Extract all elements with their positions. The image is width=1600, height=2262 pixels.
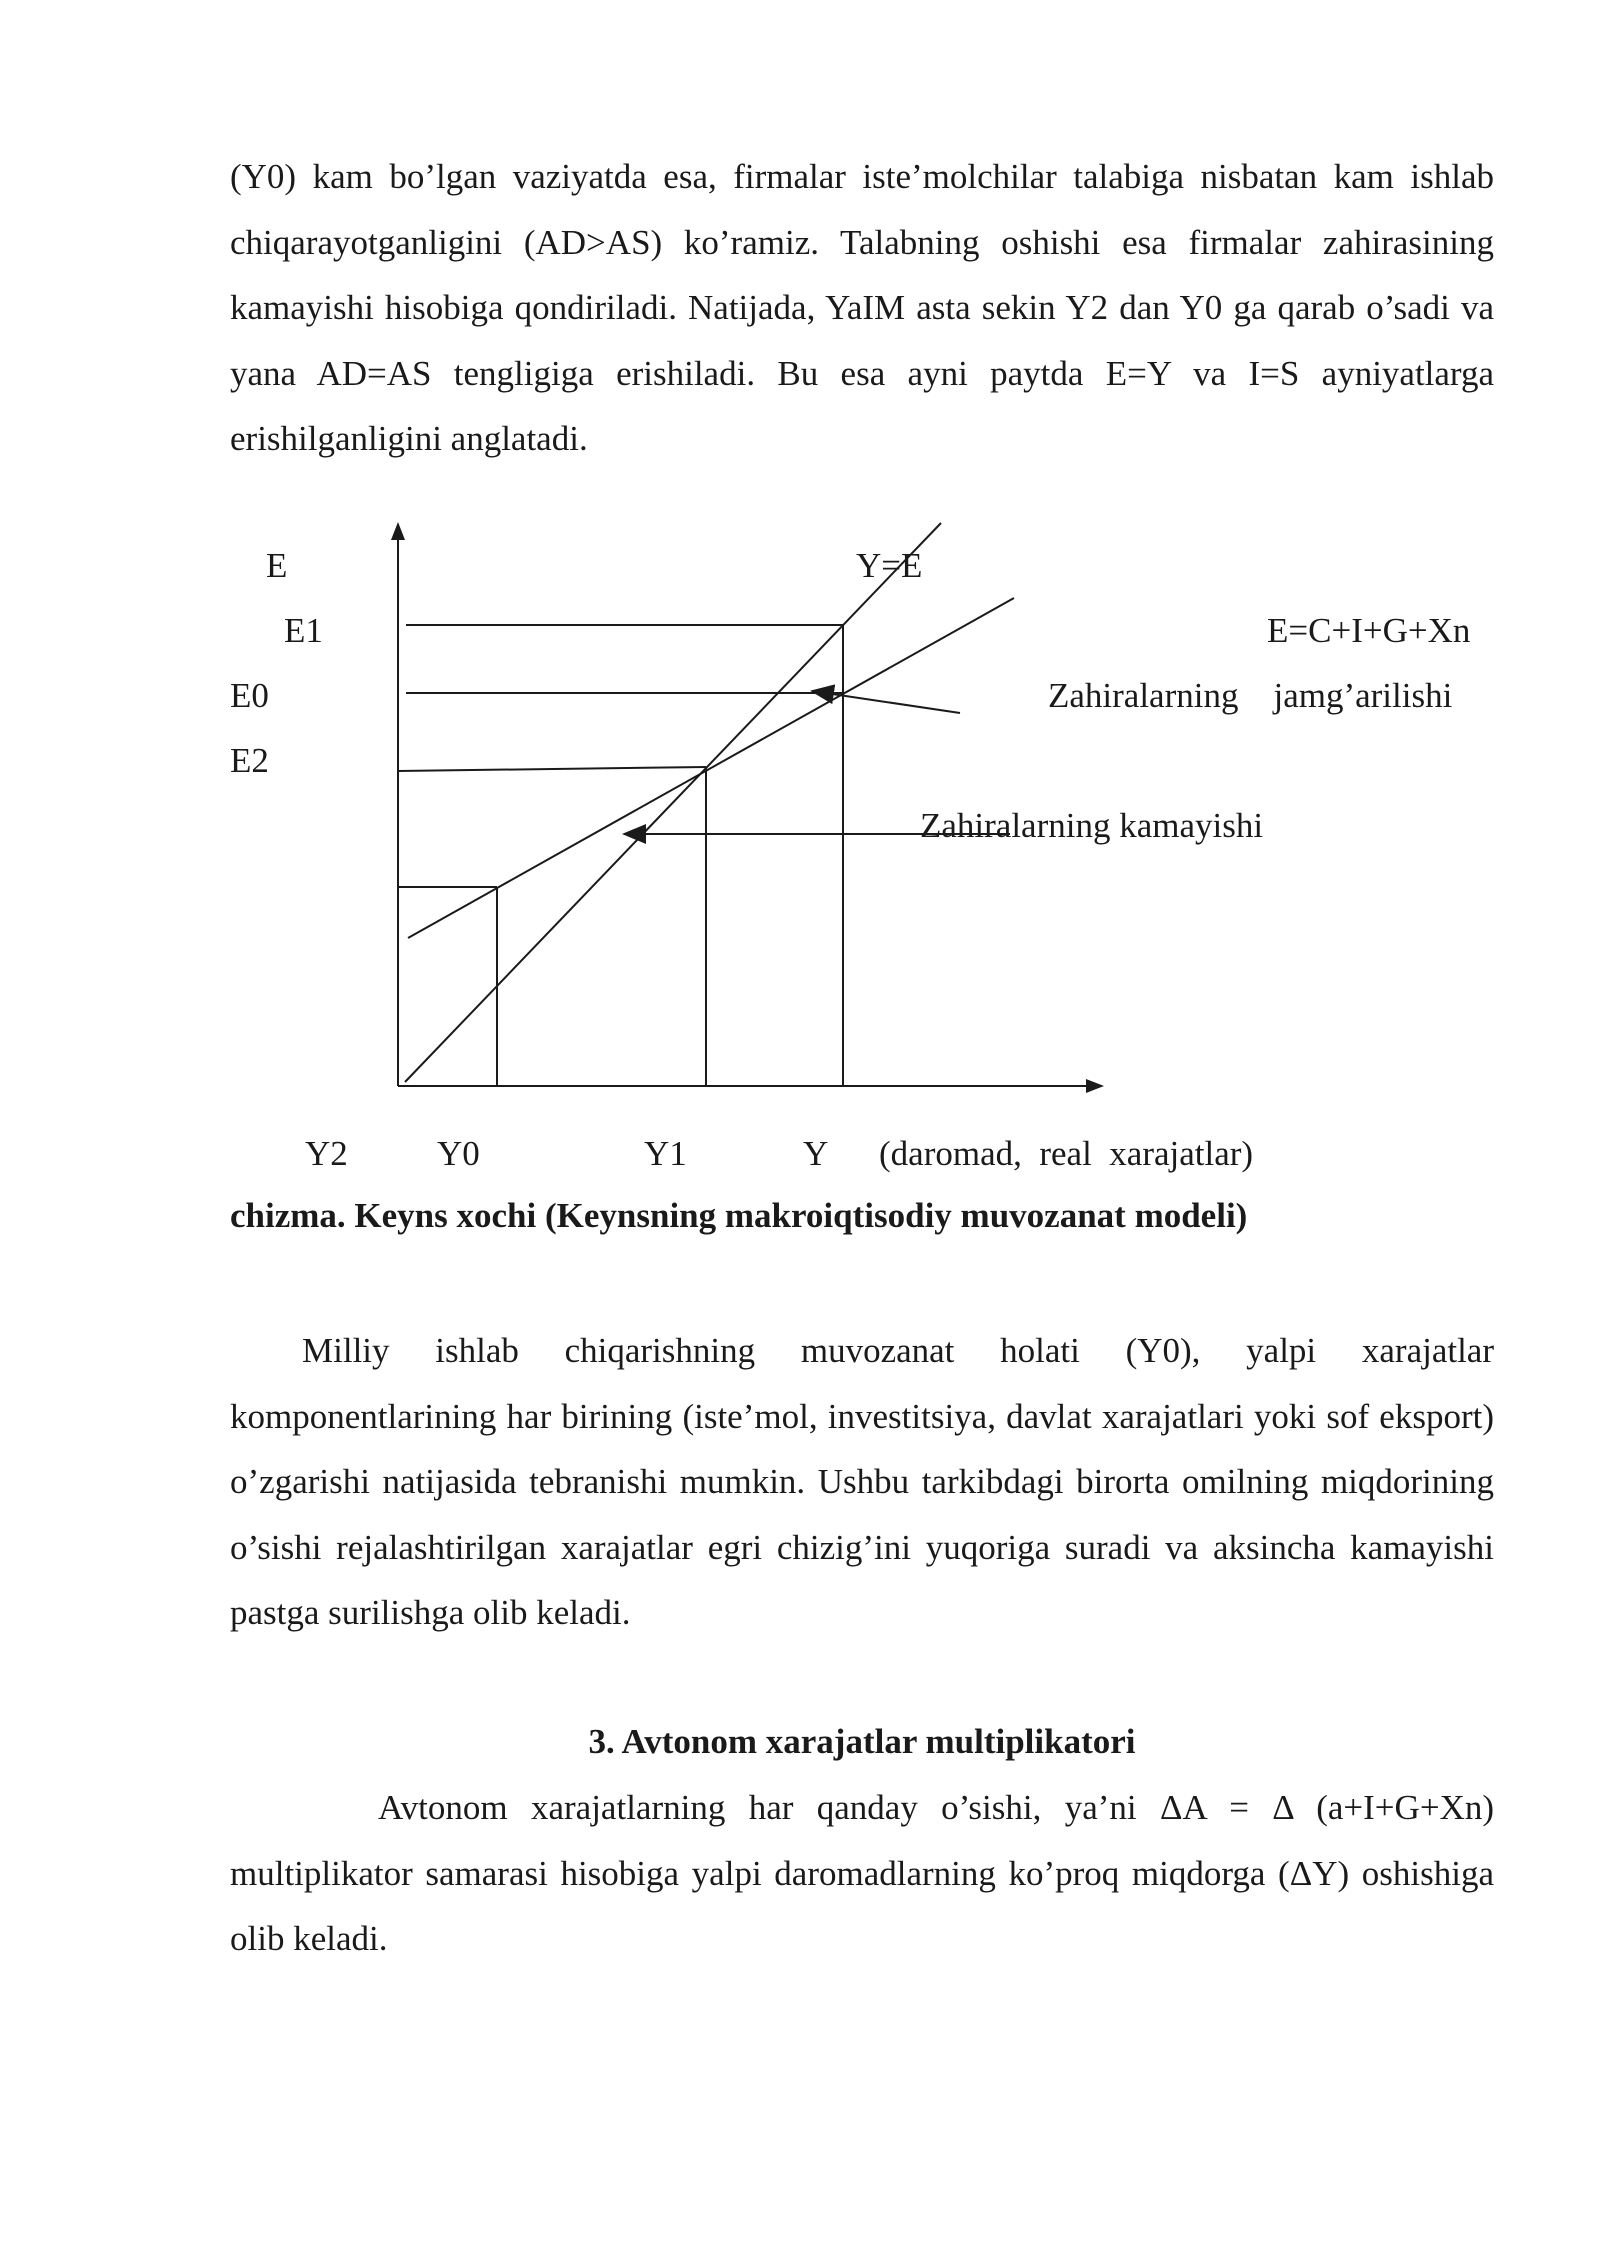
paragraph-intro: (Y0) kam bo’lgan vaziyatda esa, firmalar iste’molchilar talabiga nisbatan kam ishlab chiqarayotganligini (AD>AS) ko’ramiz. Talabning oshishi esa firmalar zahirasining kamayishi hisobiga qondiriladi. Natijada, YaIM asta sekin Y2 dan Y0 ga qarab o’sadi va yana AD=AS tengligiga erishiladi. Bu esa ayni paytda E=Y va I=S ayniyatlarga erishilganligini anglatadi. bbox=[230, 157, 1494, 458]
y-axis-label: E bbox=[266, 546, 288, 585]
inventory-accumulation-arrow bbox=[812, 691, 960, 713]
expenditure-label: E=C+I+G+Xn bbox=[1267, 611, 1471, 650]
x-axis-arrow bbox=[1086, 1079, 1104, 1093]
section-heading: 3. Avtonom xarajatlar multiplikatori bbox=[588, 1722, 1136, 1761]
paragraph-multiplier: Avtonom xarajatlarning har qanday o’sishi, ya’ni ΔA = Δ (a+I+G+Xn) multiplikator samarasi hisobiga yalpi daromadlarning ko’proq miqdorga (ΔY) oshishiga olib keladi. bbox=[230, 1788, 1494, 1958]
x-axis-label: (daromad, real xarajatlar) bbox=[879, 1134, 1254, 1173]
inventory-accumulation-label: Zahiralarning jamg’arilishi bbox=[1048, 676, 1453, 715]
tick-e1: E1 bbox=[284, 611, 323, 650]
tick-y: Y bbox=[803, 1134, 829, 1173]
tick-y1: Y1 bbox=[644, 1134, 687, 1173]
inventory-decrease-label: Zahiralarning kamayishi bbox=[920, 806, 1264, 845]
line-45-degree bbox=[405, 523, 941, 1082]
y-axis-arrow bbox=[391, 522, 405, 540]
tick-e2: E2 bbox=[230, 741, 269, 780]
line-45-label: Y=E bbox=[856, 546, 923, 585]
paragraph-equilibrium: Milliy ishlab chiqarishning muvozanat holati (Y0), yalpi xarajatlar komponentlarining har birining (iste’mol, investitsiya, davlat xarajatlari yoki sof eksport) o’zgarishi natijasida tebranishi mumkin. Ushbu tarkibdagi birorta omilning miqdorining o’sishi rejalashtirilgan xarajatlar egri chizig’ini yuqoriga suradi va aksincha kamayishi pastga surilishga olib keladi. bbox=[230, 1331, 1494, 1632]
tick-y0: Y0 bbox=[437, 1134, 480, 1173]
figure-caption: chizma. Keyns xochi (Keynsning makroiqtisodiy muvozanat modeli) bbox=[230, 1196, 1248, 1235]
expenditure-line bbox=[408, 598, 1014, 938]
tick-e0: E0 bbox=[230, 676, 269, 715]
guide-e2 bbox=[398, 767, 706, 771]
tick-y2: Y2 bbox=[305, 1134, 348, 1173]
